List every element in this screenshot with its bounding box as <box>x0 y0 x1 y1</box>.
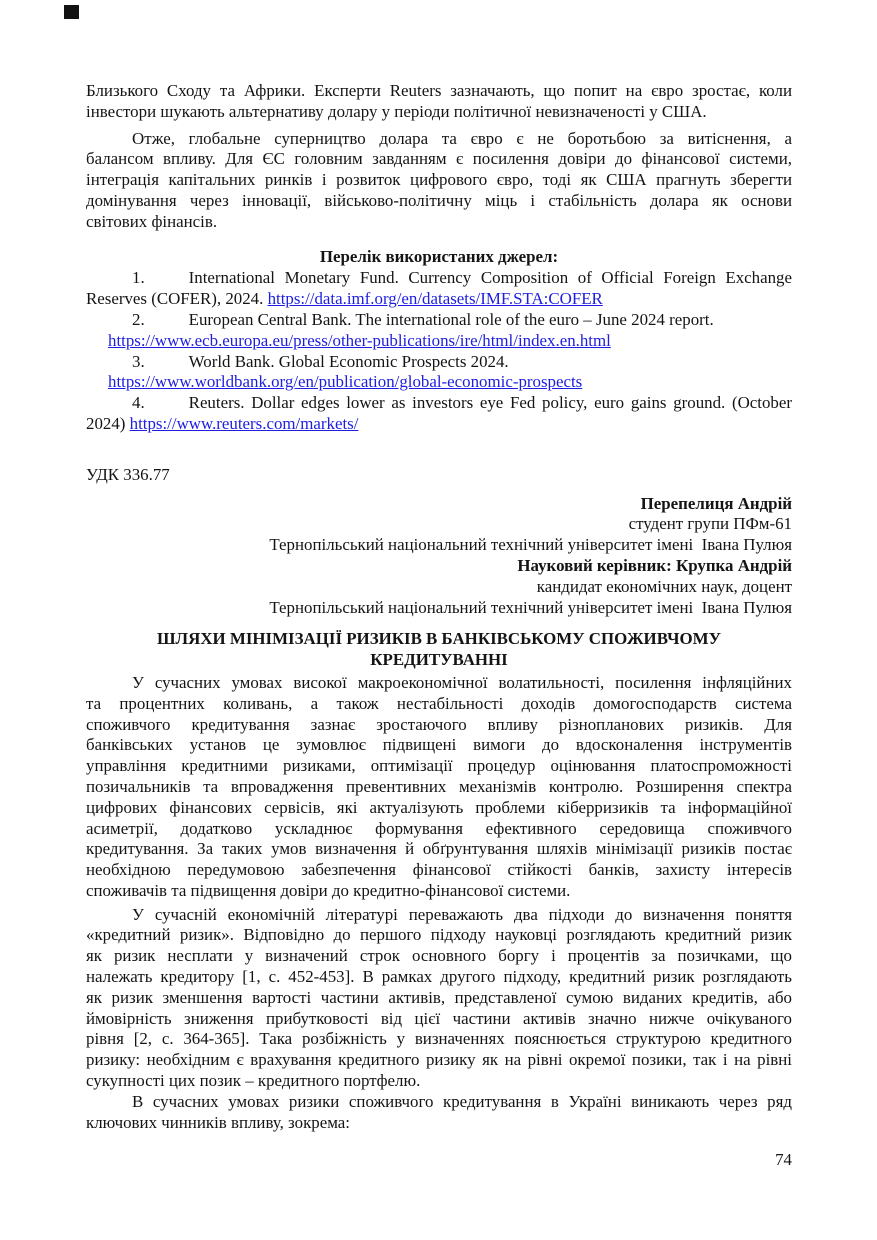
text-run: УДК 336.77 <box>86 464 170 484</box>
text-line <box>86 598 792 619</box>
text-run: В сучасних умовах ризики споживчого кредитування в Україні виникають через ряд <box>132 1091 792 1111</box>
text-line <box>86 577 792 598</box>
text-line <box>86 372 792 393</box>
text-line <box>86 1092 792 1113</box>
text-run: як ризик зменшення вартості частини активів, представленої сумою виданих кредитів, або <box>86 987 792 1007</box>
page-number: 74 <box>775 1150 792 1169</box>
text-line <box>86 81 792 102</box>
text-run: інтеграція капітальних ринків і розвиток цифрового євро, тоді як США прагнуть зберегти <box>86 170 792 190</box>
text-line <box>86 860 792 881</box>
text-run: кандидат економічних наук, доцент <box>536 576 792 596</box>
text-line <box>86 1029 792 1050</box>
text-run: сукупності цих позик – кредитного портфелю. <box>86 1071 421 1091</box>
text-line <box>86 494 792 515</box>
reference-item-4 <box>86 393 792 435</box>
text-line <box>86 629 792 650</box>
text-line <box>86 149 792 170</box>
text-run: Тернопільський національний технічний університет імені Івана Пулюя <box>269 535 792 555</box>
bold-text-run: ШЛЯХИ МІНІМІЗАЦІЇ РИЗИКІВ В БАНКІВСЬКОМУ СПОЖИВЧОМУ <box>156 629 721 649</box>
text-line <box>86 905 792 926</box>
text-line <box>86 352 792 373</box>
text-line <box>86 1071 792 1092</box>
reference-item-1 <box>86 268 792 310</box>
text-line <box>86 967 792 988</box>
text-line <box>86 514 792 535</box>
text-run: домінування через інновації, військово-політичну міць і стабільність долара як основи <box>86 190 792 210</box>
text-run: світових фінансів. <box>86 211 218 231</box>
hyperlink[interactable]: https://www.ecb.europa.eu/press/other-publications/ire/html/index.en.html <box>108 330 611 350</box>
text-run: банківських установ це зумовлює підвищені вимоги до вдосконалення інструментів <box>86 735 792 755</box>
text-run: У сучасній економічній літературі переважають два підходи до визначення поняття <box>132 904 792 924</box>
reference-item-2 <box>86 310 792 352</box>
bold-text-run: КРЕДИТУВАННІ <box>370 650 508 670</box>
text-run: 1. <box>132 268 145 288</box>
text-line <box>86 289 792 310</box>
text-run: балансом впливу. Для ЄС головним завданням є посилення довіри до фінансової системи, <box>86 149 792 169</box>
text-run: 4. <box>132 393 145 413</box>
text-run: ймовірність зниження прибутковості від цієї частини активів значно нижче очікуваного <box>86 1008 792 1028</box>
text-run: рівня [2, с. 364-365]. Така розбіжність у визначеннях пояснюється структурою кредитного <box>86 1029 792 1049</box>
text-line <box>86 777 792 798</box>
text-run: Тернопільський національний технічний університет імені Івана Пулюя <box>269 597 792 617</box>
text-run: European Central Bank. The international role of the euro – June 2024 report. <box>188 309 714 329</box>
paragraph-risk-factors-lead <box>86 1092 792 1134</box>
text-line <box>86 268 792 289</box>
text-run: Близького Сходу та Африки. Експерти Reuters зазначають, що попит на євро зростає, коли <box>86 81 792 100</box>
text-run: асиметрії, додатково ускладнює формування ефективного середовища споживчого <box>86 818 792 838</box>
paragraph-global-rivalry <box>86 129 792 233</box>
text-run: необхідною передумовою забезпечення фінансової стійкості банків, захисту інтересів <box>86 860 792 880</box>
text-run: та процентних коливань, а також нестабільності доходів домогосподарств система <box>86 693 792 713</box>
text-line <box>86 556 792 577</box>
text-run: цифрових фінансових сервісів, які актуалізують проблеми кіберризиків та інформаційної <box>86 797 792 817</box>
text-line <box>86 735 792 756</box>
text-run: Reuters. Dollar edges lower as investors eye Fed policy, euro gains ground. (October <box>188 393 792 413</box>
text-run: ризику: необхідним є врахування кредитного ризику як на рівні окремої позики, так і на рівні <box>86 1050 792 1070</box>
text-line <box>86 756 792 777</box>
text-line <box>86 191 792 212</box>
text-line <box>86 694 792 715</box>
text-run: Отже, глобальне суперництво долара та євро є не боротьбою за витіснення, а <box>132 128 792 148</box>
hyperlink[interactable]: https://www.reuters.com/markets/ <box>129 413 359 433</box>
text-run: 2024) <box>86 413 130 433</box>
text-line <box>86 212 792 233</box>
reference-item-3 <box>86 352 792 394</box>
text-line <box>86 331 792 352</box>
text-run: 3. <box>132 351 145 371</box>
udk-code <box>86 465 792 486</box>
text-line <box>86 798 792 819</box>
author-block <box>86 494 792 619</box>
text-line <box>86 535 792 556</box>
text-line <box>86 925 792 946</box>
text-run: управління кредитними ризиками, оптимізації процедур оцінювання платоспроможності <box>86 756 792 776</box>
text-run: належать кредитору [1, с. 452-453]. В рамках другого підходу, кредитний ризик розглядають <box>86 967 792 987</box>
bold-text-run: Науковий керівник: Крупка Андрій <box>517 555 792 575</box>
article-title <box>86 629 792 671</box>
text-run: студент групи ПФм-61 <box>628 514 792 534</box>
text-run: споживчого кредитування зазнає зростаючого впливу різнопланових ризиків. Для <box>86 714 792 734</box>
paragraph-euro-demand <box>86 81 792 123</box>
text-run: У сучасних умовах високої макроекономічної волатильності, посилення інфляційних <box>132 672 792 692</box>
text-line <box>86 310 792 331</box>
text-line <box>86 673 792 694</box>
text-line <box>86 247 792 268</box>
text-line <box>86 715 792 736</box>
text-run: як ризик несплати у визначений строк основного боргу і процентів за позичками, що <box>86 946 792 966</box>
paragraph-intro-risks <box>86 673 792 902</box>
document-body <box>86 81 792 1133</box>
text-line <box>86 988 792 1009</box>
text-run: кредитування. За таких умов визначення й обґрунтування шляхів мінімізації ризиків постає <box>86 839 792 859</box>
text-line <box>86 839 792 860</box>
text-run: «кредитний ризик». Відповідно до першого підходу науковці розглядають кредитний ризик <box>86 925 792 945</box>
text-line <box>86 946 792 967</box>
bold-text-run: Перепелиця Андрій <box>640 493 792 513</box>
references-heading <box>86 247 792 268</box>
text-line <box>86 881 792 902</box>
text-run: 2. <box>132 309 145 329</box>
hyperlink[interactable]: https://data.imf.org/en/datasets/IMF.STA:COFER <box>267 289 603 309</box>
text-line <box>86 102 792 123</box>
text-line <box>86 819 792 840</box>
text-line <box>86 1113 792 1134</box>
text-run: інвестори шукають альтернативу долару у періоди політичної невизначеності у США. <box>86 101 707 121</box>
text-line <box>86 170 792 191</box>
text-run: споживачів та підвищення довіри до кредитно-фінансової системи. <box>86 880 571 900</box>
text-run: позичальників та впровадження превентивних механізмів контролю. Розширення спектра <box>86 776 792 796</box>
text-line <box>86 1050 792 1071</box>
text-run: International Monetary Fund. Currency Composition of Official Foreign Exchange <box>188 268 792 288</box>
text-line <box>86 129 792 150</box>
text-line <box>86 414 792 435</box>
bold-text-run: Перелік використаних джерел: <box>319 246 559 266</box>
text-line <box>86 1009 792 1030</box>
text-line <box>86 465 792 486</box>
text-run: Reserves (COFER), 2024. <box>86 289 268 309</box>
text-run: ключових чинників впливу, зокрема: <box>86 1112 350 1132</box>
hyperlink[interactable]: https://www.worldbank.org/en/publication/global-economic-prospects <box>108 372 583 392</box>
paragraph-credit-risk-definitions <box>86 905 792 1092</box>
text-line <box>86 650 792 671</box>
text-line <box>86 393 792 414</box>
text-run: World Bank. Global Economic Prospects 2024. <box>188 351 509 371</box>
